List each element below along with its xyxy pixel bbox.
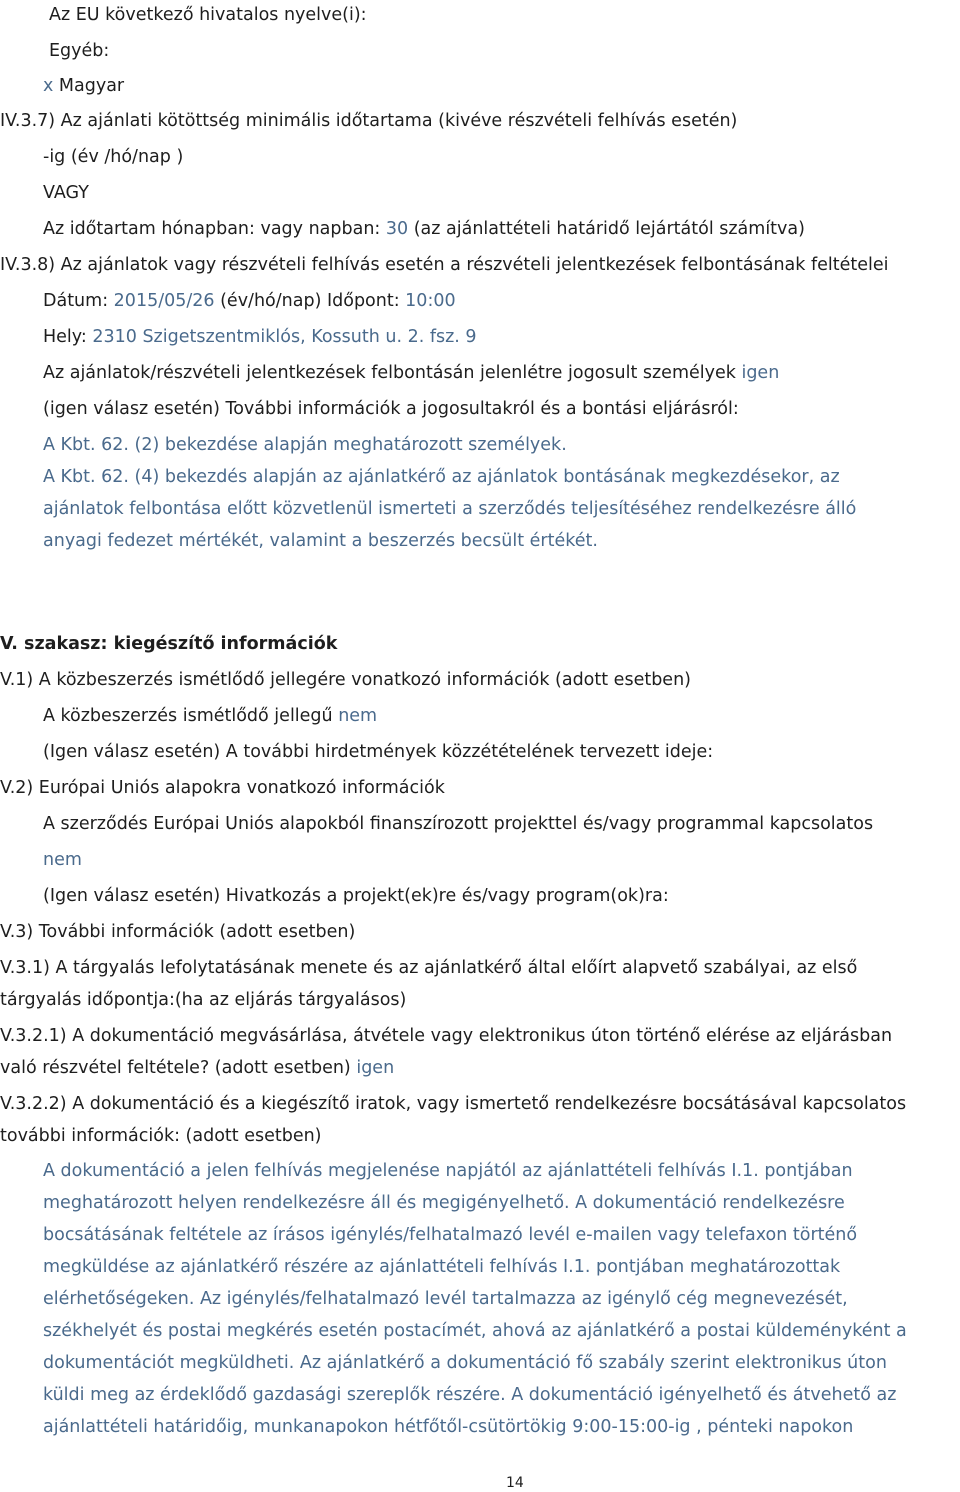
docs-condition-value: igen (356, 1058, 395, 1078)
time-value: 10:00 (405, 291, 456, 311)
repetitive-followup: (Igen válasz esetén) A további hirdetmények közzétételének tervezett ideje: (43, 742, 714, 762)
section-iv-3-8: IV.3.8) Az ajánlatok vagy részvételi felhívás esetén a részvételi jelentkezések felbontásának feltételei (0, 255, 889, 275)
date-format-text: -ig (év /hó/nap ) (43, 147, 184, 167)
section-v-1: V.1) A közbeszerzés ismétlődő jellegére vonatkozó információk (adott esetben) (0, 670, 691, 690)
docs-paragraph-line-9: ajánlattételi határidőig, munkanapokon hétfőtől-csütörtökig 9:00-15:00-ig , pénteki napokon (43, 1417, 854, 1437)
section-v-3-2-1a: V.3.2.1) A dokumentáció megvásárlása, átvétele vagy elektronikus úton történő elérése az eljárásban (0, 1026, 893, 1046)
place-label: Hely: (43, 327, 93, 347)
attendees-label: Az ajánlatok/részvételi jelentkezések felbontásán jelenlétre jogosult személyek (43, 363, 742, 383)
date-value: 2015/05/26 (113, 291, 215, 311)
section-v-3-2-1b (0, 1057, 394, 1079)
duration-note: (az ajánlattételi határidő lejártától számítva) (408, 219, 805, 239)
repetitive-label: A közbeszerzés ismétlődő jellegű (43, 706, 339, 726)
docs-paragraph-line-3: bocsátásának feltétele az írásos igénylés/felhatalmazó levél e-mailen vagy telefaxon történő (43, 1225, 858, 1245)
eu-language-label: Az EU következő hivatalos nyelve(i): (49, 5, 367, 25)
attendees-detail-3: ajánlatok felbontása előtt közvetlenül ismerteti a szerződés teljesítéséhez rendelkezésre álló (43, 499, 857, 519)
place-value: 2310 Szigetszentmiklós, Kossuth u. 2. fsz. 9 (92, 327, 477, 347)
docs-paragraph-line-2: meghatározott helyen rendelkezésre áll és megigényelhető. A dokumentáció rendelkezésre (43, 1193, 845, 1213)
section-v-3-1a: V.3.1) A tárgyalás lefolytatásának menete és az ajánlatkérő által előírt alapvető szabályai, az első (0, 958, 858, 978)
attendees-value: igen (741, 363, 780, 383)
language-option (43, 75, 124, 97)
other-label: Egyéb: (49, 41, 110, 61)
docs-paragraph-line-6: székhelyét és postai megkérés esetén postacímét, ahová az ajánlatkérő a postai küldeményként a (43, 1321, 907, 1341)
duration-value: 30 (385, 219, 409, 239)
section-iv-3-7: IV.3.7) Az ajánlati kötöttség minimális időtartama (kivéve részvételi felhívás esetén) (0, 111, 738, 131)
language-value: Magyar (53, 76, 125, 96)
docs-condition-label: való részvétel feltétele? (adott esetben) (0, 1058, 357, 1078)
attendees-detail-4: anyagi fedezet mértékét, valamint a beszerzés becsült értékét. (43, 531, 598, 551)
section-v-3-2-2b: további információk: (adott esetben) (0, 1126, 322, 1146)
repetitive-line (43, 705, 377, 727)
page-number: 14 (506, 1475, 524, 1491)
docs-paragraph-line-1: A dokumentáció a jelen felhívás megjelenése napjától az ajánlattételi felhívás I.1. pontjában (43, 1161, 853, 1181)
docs-paragraph-line-5: elérhetőségeken. Az igénylés/felhatalmazó levél tartalmazza az igénylő cég megnevezését, (43, 1289, 848, 1309)
or-text: VAGY (43, 183, 89, 203)
eu-funds-followup: (Igen válasz esetén) Hivatkozás a projekt(ek)re és/vagy program(ok)ra: (43, 886, 669, 906)
repetitive-value: nem (338, 706, 378, 726)
attendees-detail-1: A Kbt. 62. (2) bekezdése alapján meghatározott személyek. (43, 435, 567, 455)
opening-date-line (43, 290, 456, 312)
docs-paragraph-line-4: megküldése az ajánlatkérő részére az ajánlattételi felhívás I.1. pontjában meghatározottak (43, 1257, 841, 1277)
date-label: Dátum: (43, 291, 114, 311)
section-v-heading: V. szakasz: kiegészítő információk (0, 634, 338, 654)
section-v-3-1b: tárgyalás időpontja:(ha az eljárás tárgyalásos) (0, 990, 407, 1010)
place-line (43, 326, 477, 348)
docs-paragraph-line-7: dokumentációt megküldheti. Az ajánlatkérő a dokumentáció fő szabály szerint elektronikus úton (43, 1353, 887, 1373)
checked-mark: x (43, 76, 54, 96)
duration-label: Az időtartam hónapban: vagy napban: (43, 219, 386, 239)
section-v-2: V.2) Európai Uniós alapokra vonatkozó információk (0, 778, 445, 798)
section-v-3: V.3) További információk (adott esetben) (0, 922, 356, 942)
further-info-label: (igen válasz esetén) További információk a jogosultakról és a bontási eljárásról: (43, 399, 739, 419)
eu-funds-question: A szerződés Európai Uniós alapokból finanszírozott projekttel és/vagy programmal kapcsolatos (43, 814, 874, 834)
docs-paragraph-line-8: küldi meg az érdeklődő gazdasági szereplők részére. A dokumentáció igényelhető és átvehető az (43, 1385, 897, 1405)
attendees-detail-2: A Kbt. 62. (4) bekezdés alapján az ajánlatkérő az ajánlatok bontásának megkezdésekor, az (43, 467, 840, 487)
attendees-line (43, 362, 779, 384)
duration-line (43, 218, 805, 240)
time-label: (év/hó/nap) Időpont: (214, 291, 406, 311)
section-v-3-2-2a: V.3.2.2) A dokumentáció és a kiegészítő iratok, vagy ismertető rendelkezésre bocsátásával kapcsolatos (0, 1094, 907, 1114)
eu-funds-value: nem (43, 850, 82, 870)
